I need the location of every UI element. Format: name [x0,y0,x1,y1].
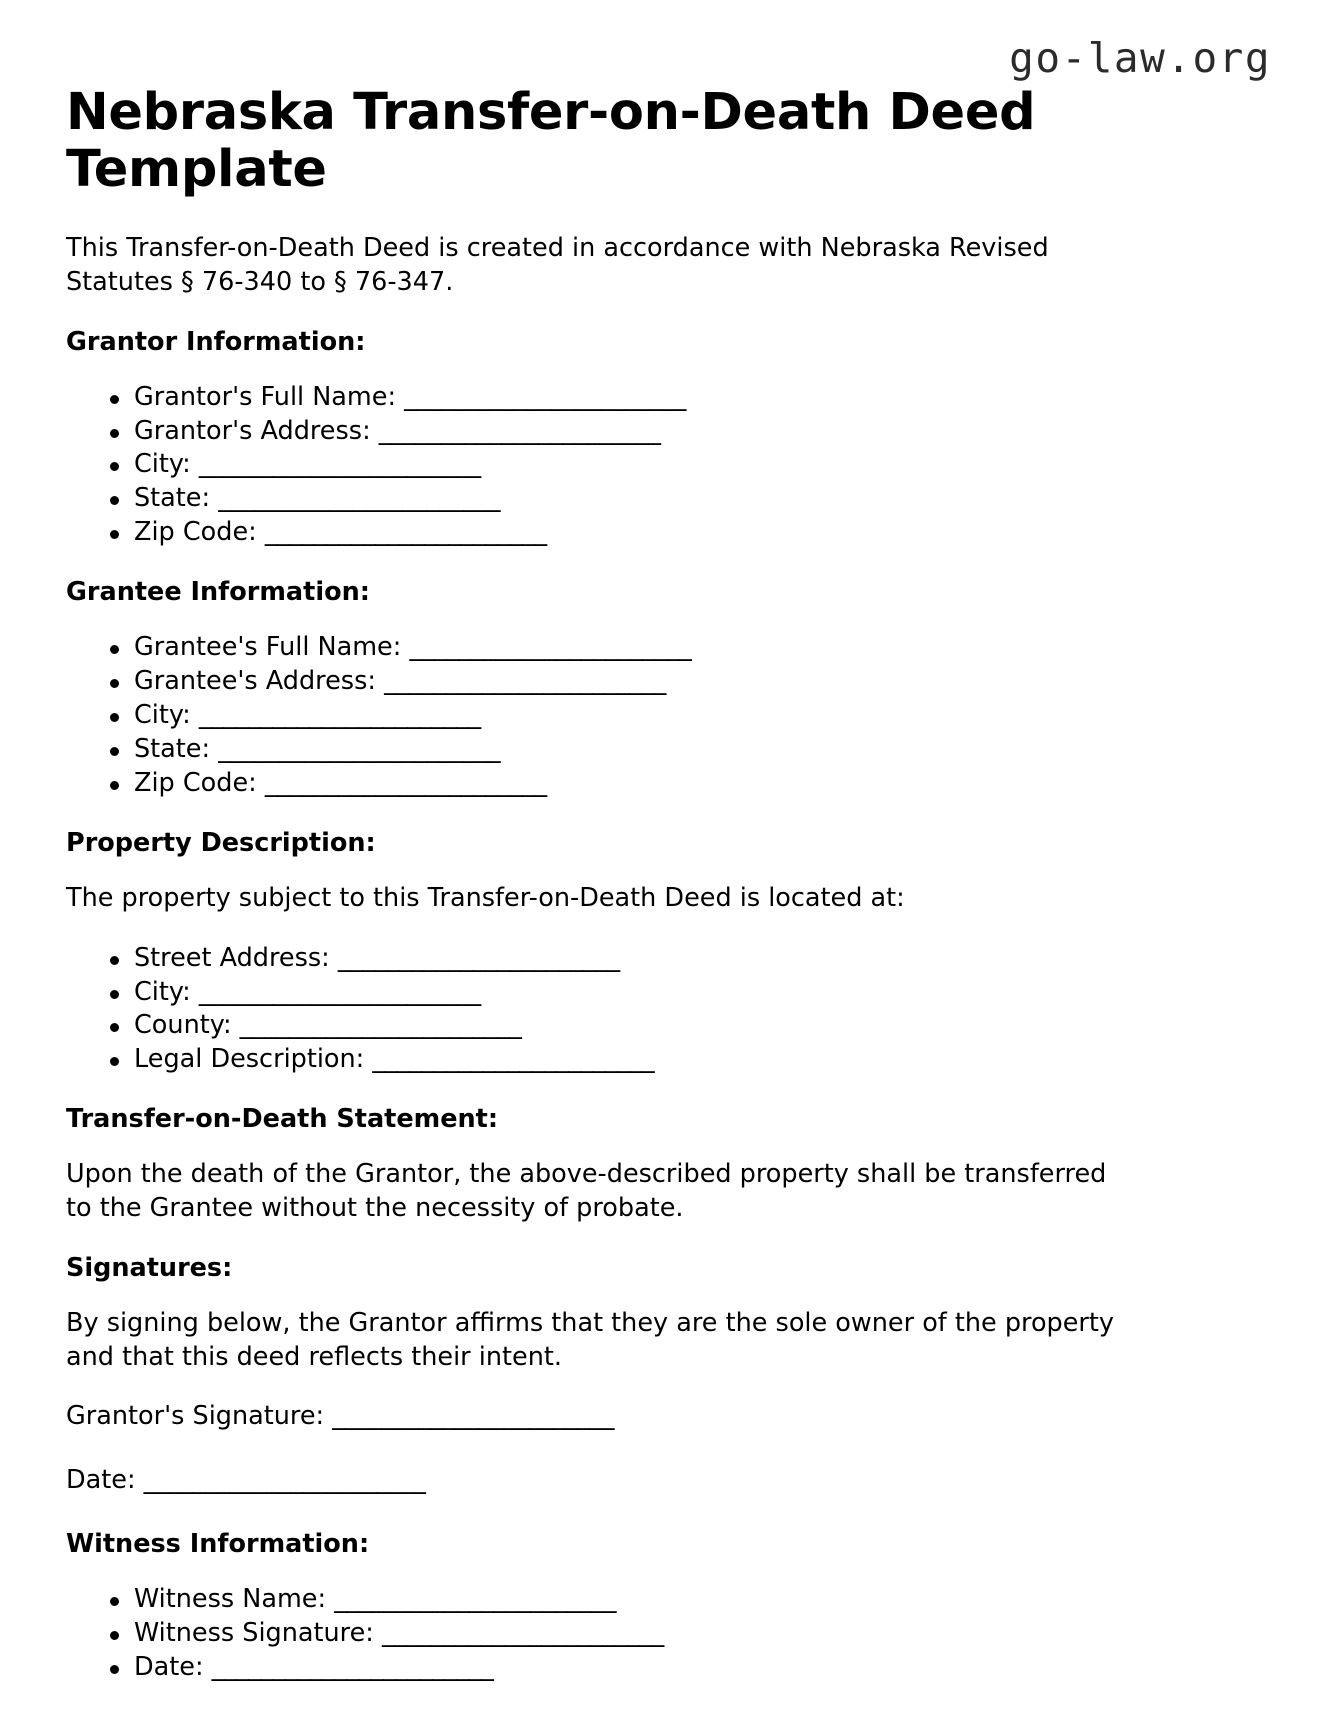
field-label: Grantor's Signature: [66,1401,325,1432]
blank-line: _______________________ [143,1465,426,1496]
transfer-on-death-statement-body: Upon the death of the Grantor, the above-described property shall be transferred to the Grantee without the necessity of probate. [66,1159,1107,1224]
field-label: City: [134,449,191,480]
bullet-icon [110,1057,119,1066]
field-label: Grantee's Address: [134,666,376,697]
grantee-field-list [66,631,1134,801]
list-item [104,1043,1134,1077]
grantor-date-line [66,1464,1134,1498]
grantor-information-heading: Grantor Information: [66,326,366,357]
list-item [104,942,1134,976]
bullet-icon [110,530,119,539]
field-label: Zip Code: [134,517,257,548]
field-label: State: [134,483,211,514]
blank-line: _______________________ [264,517,547,548]
list-item [104,1617,1134,1651]
blank-line: _______________________ [372,1044,655,1075]
field-label: Street Address: [134,942,330,973]
signatures-body: By signing below, the Grantor affirms that they are the sole owner of the property and that this deed reflects their intent. [66,1307,1114,1372]
list-item [104,381,1134,415]
blank-line: _______________________ [239,1010,522,1041]
field-label: Grantor's Full Name: [134,381,397,412]
field-label: City: [134,976,191,1007]
list-item [104,976,1134,1010]
bullet-icon [110,429,119,438]
blank-line: _______________________ [334,1584,616,1615]
property-description-heading: Property Description: [66,827,376,858]
bullet-icon [110,990,119,999]
blank-line: _______________________ [332,1401,614,1432]
page-title: Nebraska Transfer-on-Death Deed Template [66,83,1036,200]
blank-line: _______________________ [384,666,666,697]
grantor-field-list [66,381,1134,551]
field-label: State: [134,734,211,765]
blank-line: _______________________ [409,632,692,663]
field-label: County: [134,1010,232,1041]
document-body [66,84,1134,1711]
site-watermark: go-law.org [1009,34,1271,82]
field-label: Grantor's Address: [134,415,371,446]
blank-line: _______________________ [337,942,620,973]
bullet-icon [110,645,119,654]
blank-line: _______________________ [218,483,500,514]
bullet-icon [110,1665,119,1674]
blank-line: _______________________ [404,381,686,412]
blank-line: _______________________ [378,415,661,446]
bullet-icon [110,713,119,722]
list-item [104,631,1134,665]
field-label: Legal Description: [134,1044,365,1075]
blank-line: _______________________ [264,767,547,798]
signatures-heading: Signatures: [66,1252,233,1283]
witness-information-heading: Witness Information: [66,1529,370,1560]
bullet-icon [110,1631,119,1640]
bullet-icon [110,956,119,965]
bullet-icon [110,496,119,505]
blank-line: _______________________ [381,1618,664,1649]
blank-line: _______________________ [198,976,481,1007]
field-label: City: [134,700,191,731]
intro-paragraph: This Transfer-on-Death Deed is created in accordance with Nebraska Revised Statutes § 76-340 to § 76-347. [66,233,1049,297]
list-item [104,665,1134,699]
property-intro-paragraph: The property subject to this Transfer-on-Death Deed is located at: [66,883,905,914]
list-item [104,448,1134,482]
grantor-signature-line [66,1400,1134,1434]
bullet-icon [110,1023,119,1032]
list-item [104,1583,1134,1617]
witness-field-list [66,1583,1134,1685]
bullet-icon [110,395,119,404]
bullet-icon [110,1597,119,1606]
blank-line: _______________________ [198,700,481,731]
blank-line: _______________________ [211,1651,494,1682]
field-label: Zip Code: [134,767,257,798]
bullet-icon [110,462,119,471]
bullet-icon [110,781,119,790]
list-item [104,482,1134,516]
field-label: Witness Name: [134,1584,327,1615]
list-item [104,733,1134,767]
blank-line: _______________________ [218,734,500,765]
field-label: Date: [66,1465,136,1496]
field-label: Date: [134,1651,204,1682]
list-item [104,415,1134,449]
bullet-icon [110,747,119,756]
list-item [104,1651,1134,1685]
transfer-on-death-statement-heading: Transfer-on-Death Statement: [66,1104,499,1135]
field-label: Witness Signature: [134,1618,374,1649]
property-field-list [66,942,1134,1078]
blank-line: _______________________ [198,449,481,480]
list-item [104,1009,1134,1043]
grantee-information-heading: Grantee Information: [66,577,370,608]
field-label: Grantee's Full Name: [134,632,402,663]
list-item [104,767,1134,801]
list-item [104,699,1134,733]
list-item [104,516,1134,550]
bullet-icon [110,679,119,688]
